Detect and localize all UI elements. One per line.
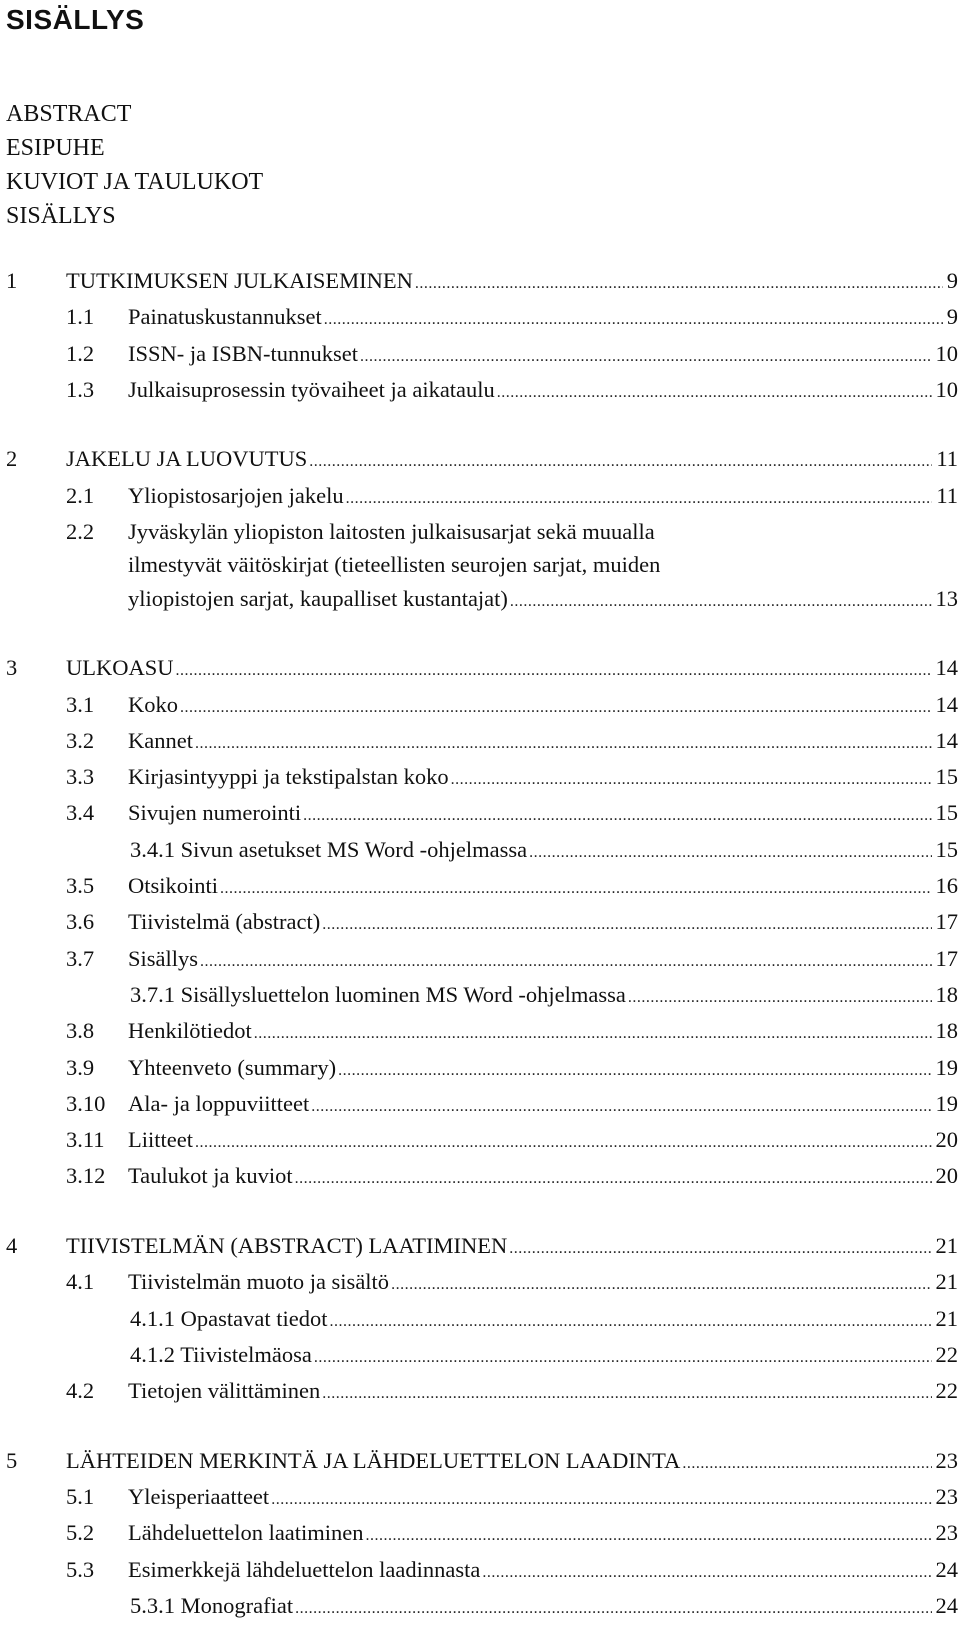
toc-entry-line	[128, 1159, 958, 1195]
toc-entry-title: LÄHTEIDEN MERKINTÄ JA LÄHDELUETTELON LAADINTA	[66, 1447, 681, 1473]
toc-entry-line	[128, 1087, 958, 1123]
toc-entry-page: 23	[935, 1520, 958, 1546]
toc-entry-line	[128, 1123, 958, 1159]
toc-entry-line	[128, 479, 958, 515]
toc-entry-page: 22	[935, 1341, 958, 1367]
toc-entry-page: 24	[935, 1556, 958, 1582]
toc-entry-page: 14	[935, 691, 958, 717]
toc-entry-number: 3.11	[66, 1127, 105, 1153]
toc-entry-title: Koko	[128, 691, 178, 717]
toc-entry	[0, 978, 958, 1014]
toc-entry-number: 3.8	[66, 1018, 95, 1044]
toc-entry-number: 4	[6, 1233, 18, 1259]
toc-entry	[0, 1480, 958, 1516]
toc-entry	[0, 1051, 958, 1087]
toc-entry-page: 10	[935, 376, 958, 402]
toc-entry-number: 1	[6, 268, 18, 293]
toc-entry	[0, 1589, 958, 1625]
toc-leader-dots	[338, 1054, 931, 1087]
toc-entry-title: ULKOASU	[66, 655, 174, 681]
toc-leader-dots	[200, 945, 931, 978]
toc-entry-number: 3.3	[66, 764, 95, 790]
toc-entry-title: Tiivistelmän muoto ja sisältö	[128, 1269, 390, 1295]
toc-entry	[0, 1374, 958, 1410]
toc-entry-line	[128, 1265, 958, 1301]
toc-entry-title: 5.3.1 Monografiat	[130, 1592, 294, 1618]
toc-leader-dots	[176, 654, 932, 687]
toc-entry-line	[66, 1444, 958, 1480]
toc-leader-dots	[309, 445, 932, 478]
toc-entry-line	[128, 1014, 958, 1050]
toc-entry-title: Taulukot ja kuviot	[128, 1163, 293, 1189]
toc-entry-title: 4.1.2 Tiivistelmäosa	[130, 1341, 312, 1367]
toc-entry-number: 1.1	[66, 304, 95, 330]
toc-entry	[0, 1444, 958, 1480]
toc-entry-page: 23	[935, 1447, 958, 1473]
toc-entry	[0, 337, 958, 373]
toc-entry-title: JAKELU JA LUOVUTUS	[66, 446, 308, 472]
toc-entry	[0, 688, 958, 724]
toc-entry-line	[66, 1229, 958, 1265]
toc-entry-title: Yhteenveto (summary)	[128, 1054, 337, 1080]
toc-entry-line	[128, 1516, 958, 1552]
toc-entry-number: 1.2	[66, 340, 95, 366]
toc-entry-page: 18	[935, 981, 958, 1007]
toc-entry-number: 4.1	[66, 1269, 95, 1295]
toc-entry-line	[128, 1480, 958, 1516]
toc-entry-page: 21	[935, 1233, 958, 1259]
toc-entry-title: Painatuskustannukset	[128, 304, 322, 330]
toc-entry-number: 1.3	[66, 376, 95, 402]
toc-entry-page: 9	[946, 304, 958, 330]
toc-entry-page: 18	[935, 1018, 958, 1044]
toc-entry	[0, 1516, 958, 1552]
toc-entry-title: Lähdeluettelon laatiminen	[128, 1520, 364, 1546]
toc-leader-dots	[295, 1162, 932, 1195]
toc-entry-number: 3	[6, 655, 18, 681]
toc-leader-dots	[628, 981, 932, 1014]
page-title: SISÄLLYS	[6, 4, 145, 35]
toc-entry-line	[66, 651, 958, 687]
toc-entry-page: 24	[935, 1592, 958, 1618]
toc-entry-page: 10	[935, 340, 958, 366]
toc-entry-title: Tiivistelmä (abstract)	[128, 909, 321, 935]
toc-entry-title: Jyväskylän yliopiston laitosten julkaisusarjat sekä muualla	[128, 519, 655, 545]
toc-entry	[0, 442, 958, 478]
toc-entry-page: 14	[935, 655, 958, 681]
toc-leader-dots	[509, 1232, 931, 1265]
toc-entry-number: 5.2	[66, 1520, 95, 1546]
front-matter-item: SISÄLLYS	[6, 203, 116, 229]
toc-entry-title: Tietojen välittäminen	[128, 1378, 321, 1404]
toc-entry-line	[128, 1553, 958, 1589]
toc-leader-dots	[311, 1090, 931, 1123]
toc-leader-dots	[415, 267, 943, 300]
toc-entry-line	[128, 1374, 958, 1410]
toc-entry-page: 21	[935, 1269, 958, 1295]
toc-entry-page: 19	[935, 1054, 958, 1080]
toc-entry-page: 15	[935, 800, 958, 826]
toc-entry-number: 3.12	[66, 1163, 106, 1189]
toc-leader-dots	[346, 482, 933, 515]
toc-entry-number: 5.3	[66, 1556, 95, 1582]
toc-entry-page: 20	[935, 1163, 958, 1189]
toc-leader-dots	[329, 1305, 931, 1338]
toc-entry-line	[130, 1302, 958, 1338]
toc-entry	[0, 1302, 958, 1338]
toc-entry	[0, 479, 958, 515]
toc-entry	[0, 869, 958, 905]
toc-entry-title: Sisällys	[128, 945, 199, 971]
toc-leader-dots	[451, 763, 932, 796]
toc-leader-dots	[271, 1483, 931, 1516]
toc-entry-line	[66, 264, 958, 300]
toc-leader-dots	[366, 1519, 932, 1552]
toc-entry	[0, 264, 958, 300]
toc-entry-line	[130, 1589, 958, 1625]
toc-entry-line	[130, 1338, 958, 1374]
toc-leader-dots	[391, 1268, 931, 1301]
toc-entry-number: 3.1	[66, 691, 95, 717]
toc-entry	[0, 760, 958, 796]
toc-leader-dots	[220, 872, 931, 905]
toc-entry-number: 3.10	[66, 1090, 106, 1116]
toc-entry-line	[128, 300, 958, 336]
toc-entry-title: Julkaisuprosessin työvaiheet ja aikataulu	[128, 376, 495, 402]
toc-entry	[0, 651, 958, 687]
toc-entry-line	[128, 373, 958, 409]
toc-leader-dots	[303, 799, 931, 832]
toc-entry-number: 3.5	[66, 873, 95, 899]
toc-entry-page: 15	[935, 764, 958, 790]
toc-entry	[0, 1338, 958, 1374]
toc-entry-line	[128, 869, 958, 905]
toc-leader-dots	[682, 1447, 931, 1480]
toc-entry-multiline	[128, 515, 958, 618]
toc-entry-title: yliopistojen sarjat, kaupalliset kustantajat)	[128, 585, 508, 611]
toc-entry-title: TUTKIMUKSEN JULKAISEMINEN	[66, 268, 413, 293]
toc-entry-line	[128, 582, 958, 618]
toc-entry-title: 3.7.1 Sisällysluettelon luominen MS Word -ohjelmassa	[130, 981, 626, 1007]
toc-entry-line	[66, 442, 958, 478]
toc-entry-title: Yliopistosarjojen jakelu	[128, 482, 344, 508]
toc-leader-dots	[195, 1126, 932, 1159]
toc-entry-page: 11	[936, 446, 958, 472]
toc-entry-page: 15	[935, 836, 958, 862]
front-matter-item: ESIPUHE	[6, 135, 105, 161]
toc-entry-number: 2	[6, 446, 18, 472]
toc-entry-title: ISSN- ja ISBN-tunnukset	[128, 340, 358, 366]
toc-entry-page: 17	[935, 945, 958, 971]
toc-leader-dots	[482, 1556, 931, 1589]
toc-entry	[0, 300, 958, 336]
toc-leader-dots	[510, 585, 932, 618]
toc-entry	[0, 796, 958, 832]
toc-entry-title: Otsikointi	[128, 873, 219, 899]
toc-entry-title: 3.4.1 Sivun asetukset MS Word -ohjelmassa	[130, 836, 528, 862]
toc-entry-page: 17	[935, 909, 958, 935]
toc-entry	[0, 1087, 958, 1123]
toc-entry-page: 9	[946, 268, 958, 293]
toc-leader-dots	[322, 1377, 931, 1410]
toc-entry	[0, 1159, 958, 1195]
toc-entry-line	[128, 724, 958, 760]
toc-entry	[0, 1553, 958, 1589]
toc-entry-title: Liitteet	[128, 1127, 193, 1153]
toc-entry-line	[130, 978, 958, 1014]
toc-entry-line	[128, 905, 958, 941]
toc-entry-title: Henkilötiedot	[128, 1018, 252, 1044]
toc-entry-title: Esimerkkejä lähdeluettelon laadinnasta	[128, 1556, 481, 1582]
toc-entry-title: 4.1.1 Opastavat tiedot	[130, 1305, 328, 1331]
table-of-contents	[0, 264, 958, 1625]
toc-entry-number: 3.6	[66, 909, 95, 935]
toc-leader-dots	[314, 1341, 932, 1374]
toc-entry-number: 3.9	[66, 1054, 95, 1080]
toc-entry-page: 23	[935, 1484, 958, 1510]
toc-entry	[0, 1229, 958, 1265]
toc-entry-title: TIIVISTELMÄN (ABSTRACT) LAATIMINEN	[66, 1233, 508, 1259]
toc-entry-number: 2.2	[66, 519, 95, 545]
toc-leader-dots	[360, 340, 932, 373]
toc-entry-number: 3.7	[66, 945, 95, 971]
toc-leader-dots	[322, 908, 931, 941]
toc-entry-title: Sivujen numerointi	[128, 800, 302, 826]
toc-entry-page: 22	[935, 1378, 958, 1404]
toc-leader-dots	[295, 1592, 931, 1625]
toc-entry	[0, 905, 958, 941]
toc-entry-page: 13	[935, 585, 958, 611]
toc-leader-dots	[529, 836, 931, 869]
toc-leader-dots	[497, 376, 932, 409]
toc-entry-line	[128, 1051, 958, 1087]
toc-entry-number: 5	[6, 1447, 18, 1473]
toc-entry-title: Kannet	[128, 727, 193, 753]
front-matter-item: KUVIOT JA TAULUKOT	[6, 169, 264, 195]
toc-entry-page: 11	[936, 482, 958, 508]
toc-leader-dots	[254, 1017, 932, 1050]
toc-entry	[0, 1014, 958, 1050]
toc-entry	[0, 1123, 958, 1159]
toc-leader-dots	[195, 727, 932, 760]
toc-leader-dots	[324, 303, 943, 336]
toc-entry-page: 19	[935, 1090, 958, 1116]
toc-entry-page: 21	[935, 1305, 958, 1331]
toc-entry-title: Kirjasintyyppi ja tekstipalstan koko	[128, 764, 449, 790]
toc-entry-title: Ala- ja loppuviitteet	[128, 1090, 310, 1116]
toc-entry	[0, 1265, 958, 1301]
toc-entry-number: 3.2	[66, 727, 95, 753]
toc-entry-number: 2.1	[66, 482, 95, 508]
toc-entry-line	[128, 337, 958, 373]
toc-entry-line	[130, 833, 958, 869]
toc-entry-line	[128, 760, 958, 796]
toc-entry-title: ilmestyvät väitöskirjat (tieteellisten seurojen sarjat, muiden	[128, 552, 661, 578]
toc-entry	[0, 373, 958, 409]
toc-entry	[0, 724, 958, 760]
toc-entry-number: 3.4	[66, 800, 95, 826]
toc-entry-line	[128, 796, 958, 832]
toc-entry-number: 5.1	[66, 1484, 95, 1510]
toc-entry-line	[128, 942, 958, 978]
toc-entry	[0, 942, 958, 978]
toc-entry	[0, 515, 958, 618]
front-matter-list	[6, 97, 263, 233]
front-matter-item: ABSTRACT	[6, 101, 132, 127]
toc-entry-title: Yleisperiaatteet	[128, 1484, 270, 1510]
toc-entry-page: 14	[935, 727, 958, 753]
toc-entry-page: 20	[935, 1127, 958, 1153]
toc-leader-dots	[180, 691, 932, 724]
toc-entry	[0, 833, 958, 869]
toc-entry-page: 16	[935, 873, 958, 899]
toc-entry-number: 4.2	[66, 1378, 95, 1404]
toc-entry-line	[128, 688, 958, 724]
